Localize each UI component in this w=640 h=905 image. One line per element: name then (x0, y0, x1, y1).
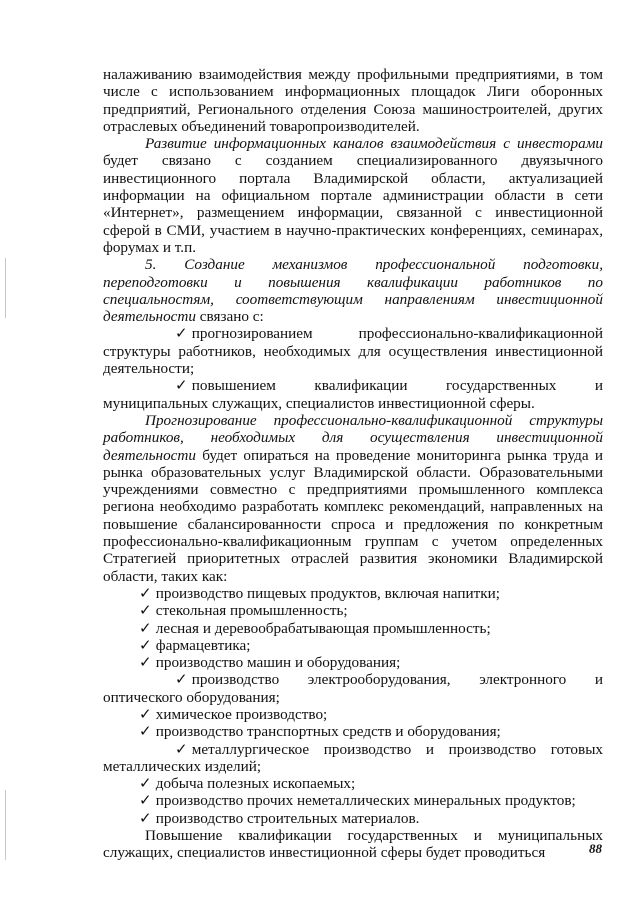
check-item (103, 654, 603, 671)
check-item-text: лесная и деревообрабатывающая промышленность; (155, 619, 491, 637)
check-item-text: производство машин и оборудования; (155, 654, 401, 672)
check-item (103, 585, 603, 602)
check-item-text: прогнозированием профессионально-квалификационной структуры работников, необходимых для осуществления инвестиционной деятельности; (103, 325, 603, 378)
check-mark-icon: ✓ (139, 792, 152, 810)
check-mark-icon: ✓ (139, 584, 152, 602)
check-item-text: химическое производство; (155, 705, 328, 723)
document-body (103, 66, 603, 862)
check-mark-icon: ✓ (175, 325, 188, 343)
check-mark-icon: ✓ (139, 636, 152, 654)
check-item (103, 620, 603, 637)
check-mark-icon: ✓ (175, 671, 188, 689)
check-mark-icon: ✓ (139, 654, 152, 672)
check-mark-icon: ✓ (175, 377, 188, 395)
check-item-text: стекольная промышленность; (155, 602, 348, 620)
check-item-text: производство пищевых продуктов, включая напитки; (155, 584, 500, 602)
italic-heading: Развитие информационных каналов взаимодействия с инвесторами (145, 135, 603, 153)
paragraph-text: будет связано с созданием специализированного двуязычного инвестиционного портала Владимирской области, актуализацией информации на официальном портале администрации области в сети «Интернет», размещением информации, связанной с инвестиционной сферой в СМИ, участием в научно-практических конференциях, семинарах, форумах и т.п. (103, 152, 603, 256)
check-item (103, 723, 603, 740)
check-mark-icon: ✓ (139, 775, 152, 793)
check-item (103, 637, 603, 654)
paragraph-section-5 (103, 256, 603, 325)
paragraph-investor-channels (103, 135, 603, 256)
check-mark-icon: ✓ (175, 740, 188, 758)
check-item (103, 741, 603, 776)
check-mark-icon: ✓ (139, 705, 152, 723)
check-item (103, 325, 603, 377)
check-item-text: добыча полезных ископаемых; (155, 775, 356, 793)
check-item (103, 706, 603, 723)
check-item (103, 377, 603, 412)
paragraph-qualification: Повышение квалификации государственных и муниципальных служащих, специалистов инвестиционной сферы будет проводиться (103, 827, 603, 862)
scan-edge-line-top (5, 258, 6, 318)
check-item-text: производство строительных материалов. (155, 809, 420, 827)
check-item-text: металлургическое производство и производство готовых металлических изделий; (103, 740, 603, 775)
check-item-text: повышением квалификации государственных и муниципальных служащих, специалистов инвестиционной сферы. (103, 377, 603, 412)
paragraph-forecasting (103, 412, 603, 585)
check-mark-icon: ✓ (139, 723, 152, 741)
check-item-text: производство электрооборудования, электронного и оптического оборудования; (103, 671, 603, 706)
paragraph-text: будет опираться на проведение мониторинга рынка труда и рынка образовательных услуг Владимирской области. Образовательными учреждениями совместно с предприятиями промышленного комплекса региона необходимо разработать комплекс рекомендаций, направленных на повышение сбалансированности спроса и предложения по конкретным профессионально-квалификационным группам с учетом определенных Стратегией приоритетных отраслей развития экономики Владимирской области, таких как: (103, 446, 603, 585)
check-item-text: производство транспортных средств и оборудования; (155, 723, 501, 741)
check-item-text: фармацевтика; (155, 636, 251, 654)
italic-heading: Прогнозирование профессионально-квалификационной структуры работников, необходимых для осуществления инвестиционной деятельности (103, 411, 603, 464)
check-item-text: производство прочих неметаллических минеральных продуктов; (155, 792, 576, 810)
check-mark-icon: ✓ (139, 602, 152, 620)
page-number: 88 (589, 841, 602, 856)
paragraph-continuation: налаживанию взаимодействия между профильными предприятиями, в том числе с использованием информационных площадок Лиги оборонных предприятий, Регионального отделения Союза машиностроителей, других отраслевых объединений товаропроизводителей. (103, 66, 603, 135)
italic-heading: 5. Создание механизмов профессиональной подготовки, переподготовки и повышения квалификации работников по специальностям, соответствующим направлениям инвестиционной деятельности (103, 256, 603, 326)
scan-edge-line-bottom (5, 790, 6, 860)
check-item (103, 602, 603, 619)
check-item (103, 792, 603, 809)
check-item (103, 810, 603, 827)
check-item (103, 671, 603, 706)
check-mark-icon: ✓ (139, 619, 152, 637)
check-mark-icon: ✓ (139, 809, 152, 827)
paragraph-text: связано с: (195, 308, 264, 326)
check-item (103, 775, 603, 792)
